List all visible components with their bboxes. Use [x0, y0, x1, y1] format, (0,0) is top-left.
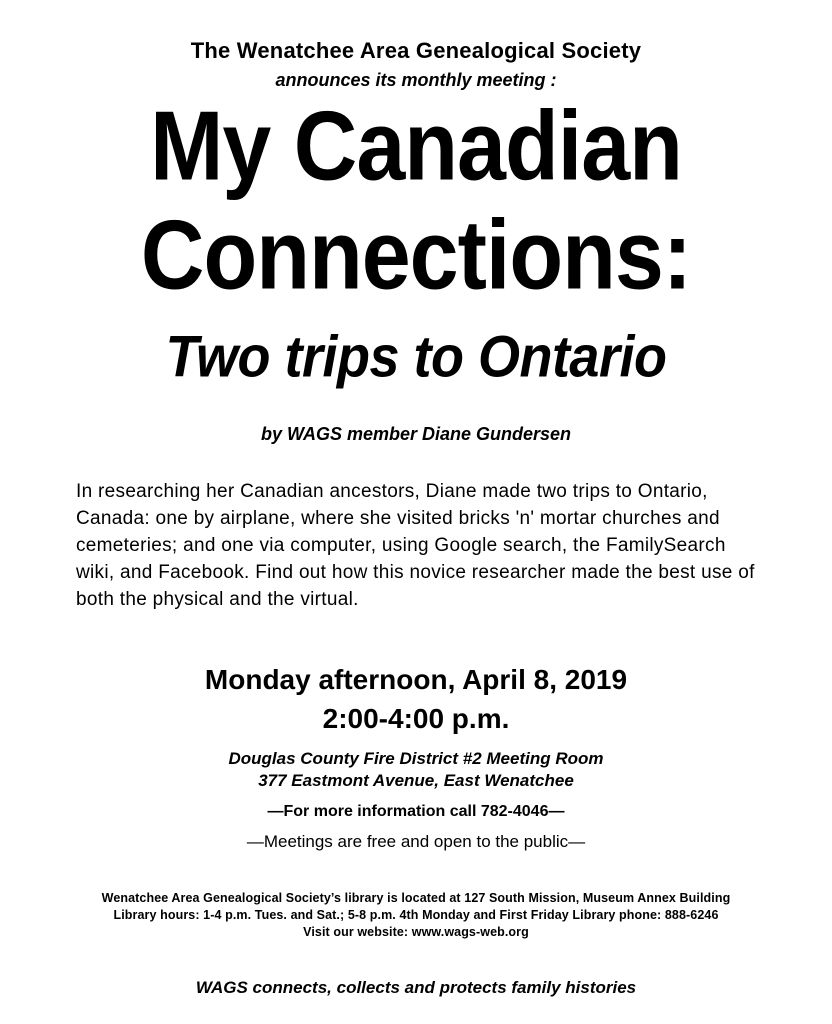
info-phone-line: —For more information call 782-4046— — [267, 803, 565, 820]
talk-subtitle: Two trips to Ontario — [165, 324, 667, 390]
announcement-text: announces its monthly meeting : — [275, 70, 557, 90]
free-admission-note: —Meetings are free and open to the public— — [246, 832, 586, 851]
library-location: Wenatchee Area Genealogical Society’s library is located at 127 South Mission, Museum Annex Building — [101, 891, 731, 905]
speaker-byline: by WAGS member Diane Gundersen — [260, 424, 572, 444]
talk-title-line-1: My Canadian — [150, 90, 682, 201]
meeting-address: 377 Eastmont Avenue, East Wenatchee — [258, 771, 574, 790]
library-hours: Library hours: 1-4 p.m. Tues. and Sat.; 5-8 p.m. 4th Monday and First Friday Library phone: 888-6246 — [113, 908, 719, 922]
website-line: Visit our website: www.wags-web.org — [303, 925, 529, 939]
society-motto: WAGS connects, collects and protects family histories — [195, 978, 637, 997]
meeting-time: 2:00-4:00 p.m. — [322, 703, 510, 734]
meeting-venue: Douglas County Fire District #2 Meeting Room — [228, 749, 604, 768]
meeting-date: Monday afternoon, April 8, 2019 — [204, 664, 628, 695]
talk-title-line-2: Connections: — [140, 199, 692, 310]
talk-description: In researching her Canadian ancestors, Diane made two trips to Ontario, Canada: one by airplane, where she visited bricks 'n' mortar churches and cemeteries; and one via computer, using Google search, the FamilySearch wiki, and Facebook. Find out how this novice researcher made the best use of both the physical and the virtual. — [76, 481, 755, 610]
organization-name: The Wenatchee Area Genealogical Society — [190, 38, 642, 63]
